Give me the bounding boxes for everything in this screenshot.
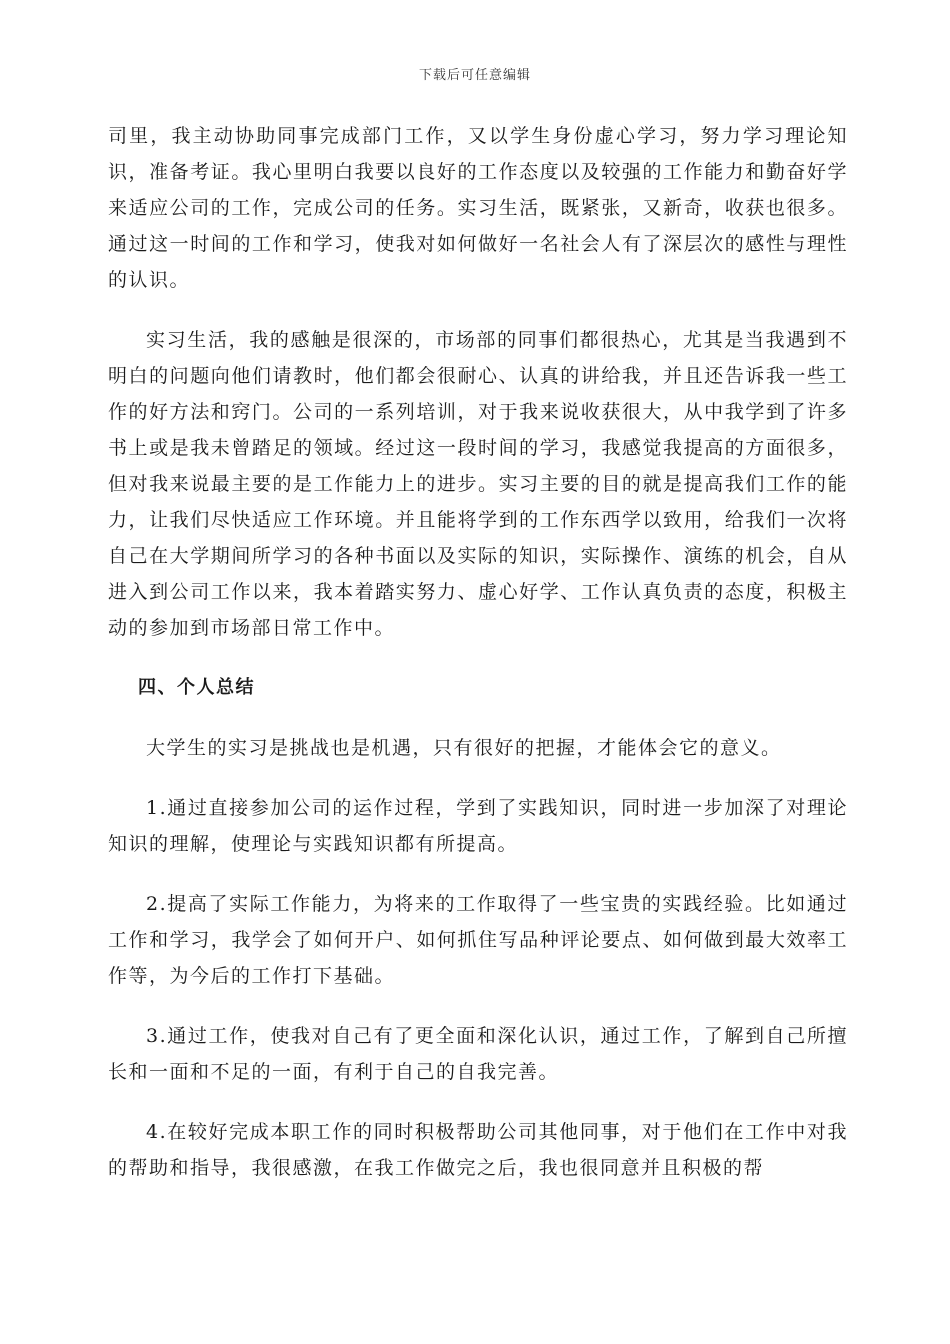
paragraph-internship-experience: 实习生活，我的感触是很深的，市场部的同事们都很热心，尤其是当我遇到不明白的问题向他们请教时，他们都会很耐心、认真的讲给我，并且还告诉我一些工作的好方法和窍门。公司的一系列培训，对于我来说收获很大，从中我学到了许多书上或是我未曾踏足的领域。经过这一段时间的学习，我感觉我提高的方面很多，但对我来说最主要的是工作能力上的进步。实习主要的目的就是提高我们工作的能力，让我们尽快适应工作环境。并且能将学到的工作东西学以致用，给我们一次将自己在大学期间所学习的各种书面以及实际的知识，实际操作、演练的机会，自从进入到公司工作以来，我本着踏实努力、虚心好学、工作认真负责的态度，积极主动的参加到市场部日常工作中。 (108, 329, 848, 639)
section-heading: 四、个人总结 (138, 677, 255, 698)
paragraph-summary-intro: 大学生的实习是挑战也是机遇，只有很好的把握，才能体会它的意义。 (146, 737, 782, 759)
list-item-2: 2.提高了实际工作能力，为将来的工作取得了一些宝贵的实践经验。比如通过工作和学习，我学会了如何开户、如何抓住写品种评论要点、如何做到最大效率工作等，为今后的工作打下基础。 (108, 893, 848, 987)
list-item-1: 1.通过直接参加公司的运作过程，学到了实践知识，同时进一步加深了对理论知识的理解，使理论与实践知识都有所提高。 (108, 797, 848, 855)
page-header: 下载后可任意编辑 (418, 68, 531, 83)
paragraph-continuation: 司里，我主动协助同事完成部门工作，又以学生身份虚心学习，努力学习理论知识，准备考证。我心里明白我要以良好的工作态度以及较强的工作能力和勤奋好学来适应公司的工作，完成公司的任务。实习生活，既紧张，又新奇，收获也很多。通过这一时间的工作和学习，使我对如何做好一名社会人有了深层次的感性与理性的认识。 (108, 125, 848, 291)
list-item-4: 4.在较好完成本职工作的同时积极帮助公司其他同事，对于他们在工作中对我的帮助和指导，我很感激，在我工作做完之后，我也很同意并且积极的帮 (108, 1121, 848, 1179)
document-body (108, 118, 848, 1210)
list-item-3: 3.通过工作，使我对自己有了更全面和深化认识，通过工作，了解到自己所擅长和一面和不足的一面，有利于自己的自我完善。 (108, 1025, 848, 1083)
